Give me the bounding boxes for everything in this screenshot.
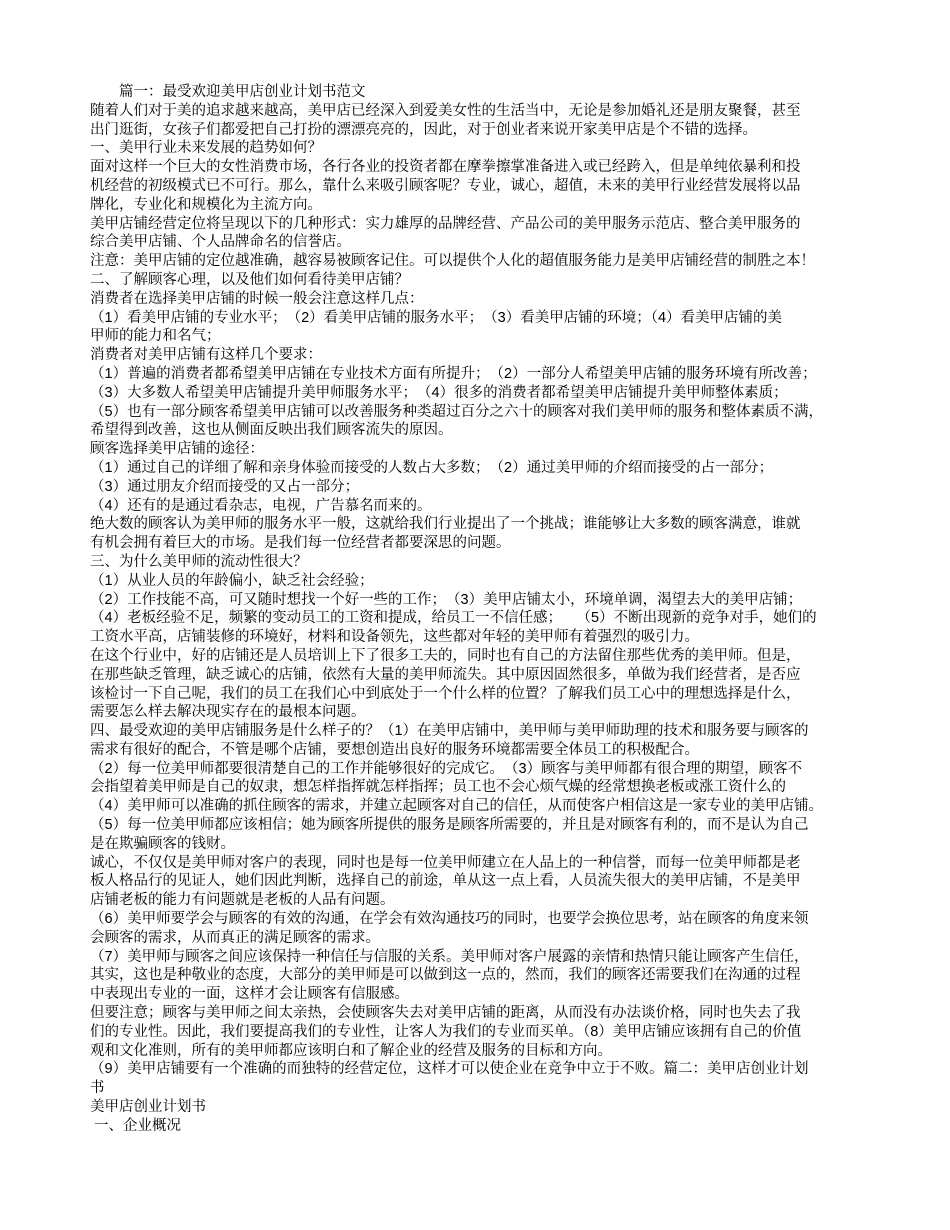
text-line: 甲师的能力和名气； [90, 328, 221, 345]
text-line: 牌化，专业化和规模化为主流方向。 [90, 196, 322, 213]
text-line: （3）通过朋友介绍而接受的又占一部分； [90, 478, 360, 495]
text-line: （1）看美甲店铺的专业水平； （2）看美甲店铺的服务水平； （3）看美甲店铺的环境；（4）看美甲店铺的美 [90, 309, 783, 326]
text-line: 该检讨一下自己呢，我们的员工在我们心中到底处于一个什么样的位置？了解我们员工心中的理想选择是什么， [90, 685, 801, 702]
text-line: 工资水平高，店铺装修的环境好，材料和设备领先，这些都对年轻的美甲师有着强烈的吸引力。 [90, 629, 699, 646]
text-line: （4）老板经验不足，频繁的变动员工的工资和提成，给员工一不信任感； （5）不断出现新的竞争对手，她们的 [90, 610, 817, 627]
text-line: 出门逛街，女孩子们都爱把自己打扮的漂漂亮亮的，因此，对于创业者来说开家美甲店是个不错的选择。 [90, 121, 757, 138]
text-line: 会指望着美甲师是自己的奴隶，想怎样指挥就怎样指挥；员工也不会心烦气燥的经常想换老板或涨工资什么的 [90, 779, 786, 796]
text-line: 希望得到改善，这也从侧面反映出我们顾客流失的原因。 [90, 422, 453, 439]
text-line: 机经营的初级模式已不可行。那么，靠什么来吸引顾客呢？专业，诚心，超值，未来的美甲行业经营发展将以品 [90, 177, 801, 194]
text-line: （5）每一位美甲师都应该相信；她为顾客所提供的服务是顾客所需要的，并且是对顾客有利的，而不是认为自己 [90, 817, 809, 834]
text-line: （4）美甲师可以准确的抓住顾客的需求，并建立起顾客对自己的信任，从而使客户相信这是一家专业的美甲店铺。 [90, 798, 824, 815]
text-line: 们的专业性。因此，我们要提高我们的专业性，让客人为我们的专业而买单。（8）美甲店铺应该拥有自己的价值 [90, 1023, 802, 1040]
text-line: （5）也有一部分顾客希望美甲店铺可以改善服务种类超过百分之六十的顾客对我们美甲师的服务和整体素质不满， [90, 403, 824, 420]
text-line: 一、美甲行业未来发展的趋势如何？ [90, 140, 322, 157]
text-line: 需求有很好的配合，不管是哪个店铺，要想创造出良好的服务环境都需要全体员工的积极配合。 [90, 741, 699, 758]
text-line: 消费者在选择美甲店铺的时候一般会注意这样几点： [90, 290, 424, 307]
text-line: 随着人们对于美的追求越来越高，美甲店已经深入到爱美女性的生活当中，无论是参加婚礼还是朋友聚餐，甚至 [90, 102, 801, 119]
text-line: 三、为什么美甲师的流动性很大？ [90, 553, 308, 570]
text-line: 面对这样一个巨大的女性消费市场，各行各业的投资者都在摩拳擦掌准备进入或已经跨入，但是单纯依暴利和投 [90, 159, 801, 176]
text-line: 美甲店创业计划书 [90, 1099, 206, 1116]
text-line: 消费者对美甲店铺有这样几个要求： [90, 347, 322, 364]
text-line: （1）通过自己的详细了解和亲身体验而接受的人数占大多数； （2）通过美甲师的介绍而接受的占一部分； [90, 459, 774, 476]
text-line: 其实，这也是种敬业的态度，大部分的美甲师是可以做到这一点的，然而，我们的顾客还需要我们在沟通的过程 [90, 967, 801, 984]
text-line: （6）美甲师要学会与顾客的有效的沟通，在学会有效沟通技巧的同时，也要学会换位思考，站在顾客的角度来领 [90, 911, 809, 928]
text-line: 诚心，不仅仅是美甲师对客户的表现，同时也是每一位美甲师建立在人品上的一种信誉，而每一位美甲师都是老 [90, 854, 801, 871]
text-line: （9）美甲店铺要有一个准确的而独特的经营定位，这样才可以使企业在竞争中立于不败。篇二：美甲店创业计划 [90, 1061, 809, 1078]
text-line: （7）美甲师与顾客之间应该保持一种信任与信服的关系。美甲师对客户展露的亲情和热情只能让顾客产生信任， [90, 948, 809, 965]
text-line: （3）大多数人希望美甲店铺提升美甲师服务水平； （4）很多的消费者都希望美甲店铺提升美甲师整体素质； [90, 384, 788, 401]
text-line: 二、了解顾客心理，以及他们如何看待美甲店铺？ [90, 271, 409, 288]
text-line: 但要注意；顾客与美甲师之间太亲热，会使顾客失去对美甲店铺的距离，从而没有办法谈价格，同时也失去了我 [90, 1005, 801, 1022]
text-line: 板人格品行的见证人，她们因此判断，选择自己的前途，单从这一点上看，人员流失很大的美甲店铺，不是美甲 [90, 873, 801, 890]
text-line: 需要怎么样去解决现实存在的最根本问题。 [90, 704, 366, 721]
text-line: 绝大数的顾客认为美甲师的服务水平一般，这就给我们行业提出了一个挑战；谁能够让大多数的顾客满意，谁就 [90, 516, 801, 533]
text-line: 一、企业概况 [90, 1117, 182, 1134]
text-line: 店铺老板的能力有问题就是老板的人品有问题。 [90, 892, 395, 909]
text-line: 顾客选择美甲店铺的途径： [90, 441, 264, 458]
text-line: （1）从业人员的年龄偏小，缺乏社会经验； [90, 572, 374, 589]
text-line: 篇一：最受欢迎美甲店创业计划书范文 [90, 84, 366, 100]
text-line: 四、最受欢迎的美甲店铺服务是什么样子的？（1）在美甲店铺中，美甲师与美甲师助理的技术和服务要与顾客的 [90, 723, 809, 740]
text-line: （1）普遍的消费者都希望美甲店铺在专业技术方面有所提升； （2）一部分人希望美甲店铺的服务环境有所改善； [90, 365, 817, 382]
text-line: （2）工作技能不高，可又随时想找一个好一些的工作； （3）美甲店铺太小，环境单调，渴望去大的美甲店铺； [90, 591, 803, 608]
text-line: 在那些缺乏管理，缺乏诚心的店铺，依然有大量的美甲师流失。其中原因固然很多，单做为我们经营者，是否应 [90, 666, 801, 683]
text-line: 观和文化准则，所有的美甲师都应该明白和了解企业的经营及服务的目标和方向。 [90, 1042, 612, 1059]
text-line: （2）每一位美甲师都要很清楚自己的工作并能够很好的完成它。 （3）顾客与美甲师都有很合理的期望，顾客不 [90, 760, 803, 777]
text-line: 在这个行业中，好的店铺还是人员培训上下了很多工夫的，同时也有自己的方法留住那些优秀的美甲师。但是， [90, 647, 801, 664]
text-line: 是在欺骗顾客的钱财。 [90, 835, 235, 852]
text-line: 综合美甲店铺、个人品牌命名的信誉店。 [90, 234, 351, 251]
text-line: 书 [90, 1080, 105, 1097]
text-line: 注意：美甲店铺的定位越准确，越容易被顾客记住。可以提供个人化的超值服务能力是美甲店铺经营的制胜之本！ [90, 253, 815, 270]
text-line: 中表现出专业的一面，这样才会让顾客有信服感。 [90, 986, 409, 1003]
document-body [90, 83, 880, 1136]
text-line: （4）还有的是通过看杂志，电视，广告慕名而来的。 [90, 497, 432, 514]
text-line: 美甲店铺经营定位将呈现以下的几种形式：实力雄厚的品牌经营、产品公司的美甲服务示范店、整合美甲服务的 [90, 215, 801, 232]
text-line: 有机会拥有着巨大的市场。是我们每一位经营者都要深思的问题。 [90, 535, 511, 552]
text-line: 会顾客的需求，从而真正的满足顾客的需求。 [90, 929, 380, 946]
